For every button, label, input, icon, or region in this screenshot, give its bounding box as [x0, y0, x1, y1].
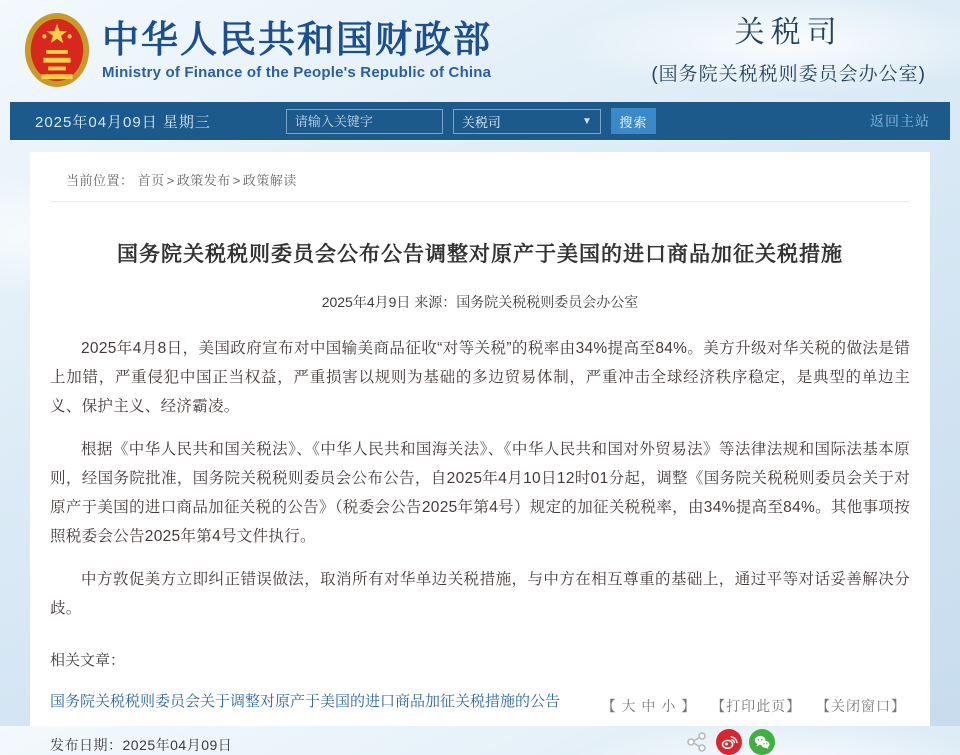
- search-input[interactable]: [286, 109, 443, 134]
- article-paragraph: 2025年4月8日，美国政府宣布对中国输美商品征收“对等关税”的税率由34%提高至84%。美方升级对华关税的做法是错上加错，严重侵犯中国正当权益，严重损害以规则为基础的多边贸易体制，严重冲击全球经济秩序稳定，是典型的单边主义、保护主义、经济霸凌。: [50, 340, 910, 415]
- breadcrumb-separator: >: [232, 173, 241, 188]
- share-icon[interactable]: [685, 730, 709, 754]
- related-articles-label: 相关文章：: [50, 652, 126, 669]
- article-body: [50, 334, 910, 623]
- breadcrumb-interpretation[interactable]: 政策解读: [242, 173, 297, 188]
- top-navbar: [10, 102, 950, 140]
- department-block: [651, 15, 938, 86]
- return-home-link[interactable]: 返回主站: [870, 113, 930, 129]
- current-date: 2025年04月09日 星期三: [35, 113, 211, 131]
- breadcrumb: [50, 152, 910, 202]
- article-paragraph: 根据《中华人民共和国关税法》、《中华人民共和国海关法》、《中华人民共和国对外贸易法》等法律法规和国际法基本原则，经国务院批准，国务院关税税则委员会公布公告，自2025年4月10日12时01分起，调整《国务院关税税则委员会关于对原产于美国的进口商品加征关税的公告》（税委会公告2025年第4号）规定的加征关税税率，由34%提高至84%。其他事项按照税委会公告2025年第4号文件执行。: [50, 441, 910, 545]
- site-header: [0, 0, 960, 100]
- wechat-icon[interactable]: [749, 729, 775, 755]
- font-size-control[interactable]: 【 大 中 小 】: [601, 698, 697, 714]
- site-title: 中华人民共和国财政部: [102, 18, 492, 60]
- chevron-down-icon: ▼: [582, 115, 592, 127]
- national-emblem-icon: [22, 10, 92, 90]
- department-subname: (国务院关税税则委员会办公室): [651, 63, 926, 85]
- related-article-link[interactable]: 国务院关税税则委员会关于调整对原产于美国的进口商品加征关税措施的公告: [50, 693, 561, 710]
- publish-date: 发布日期：2025年04月09日: [50, 737, 233, 753]
- article-title: 国务院关税税则委员会公布公告调整对原产于美国的进口商品加征关税措施: [117, 243, 843, 266]
- breadcrumb-home[interactable]: 首页: [137, 173, 165, 188]
- publish-row: [50, 729, 910, 755]
- search-scope-dropdown[interactable]: [453, 109, 601, 134]
- search-button[interactable]: 搜索: [611, 108, 656, 134]
- site-branding: [102, 20, 492, 81]
- share-toolbar: [685, 729, 775, 755]
- close-window-button[interactable]: 【关闭窗口】: [816, 698, 906, 714]
- article-paragraph: 中方敦促美方立即纠正错误做法，取消所有对华单边关税措施，与中方在相互尊重的基础上，通过平等对话妥善解决分歧。: [50, 571, 910, 617]
- article-meta: 2025年4月9日 来源：国务院关税税则委员会办公室: [321, 294, 639, 310]
- breadcrumb-policy[interactable]: 政策发布: [176, 173, 231, 188]
- print-page-button[interactable]: 【打印此页】: [711, 698, 802, 714]
- breadcrumb-separator: >: [166, 173, 175, 188]
- content-panel: [30, 152, 930, 753]
- department-name: 关税司: [734, 15, 843, 49]
- window-controls: [592, 696, 906, 716]
- breadcrumb-label: 当前位置：: [66, 173, 134, 188]
- search-scope-value: 关税司: [461, 114, 501, 130]
- site-subtitle: Ministry of Finance of the People's Republic of China: [102, 63, 492, 81]
- weibo-icon[interactable]: [716, 729, 742, 755]
